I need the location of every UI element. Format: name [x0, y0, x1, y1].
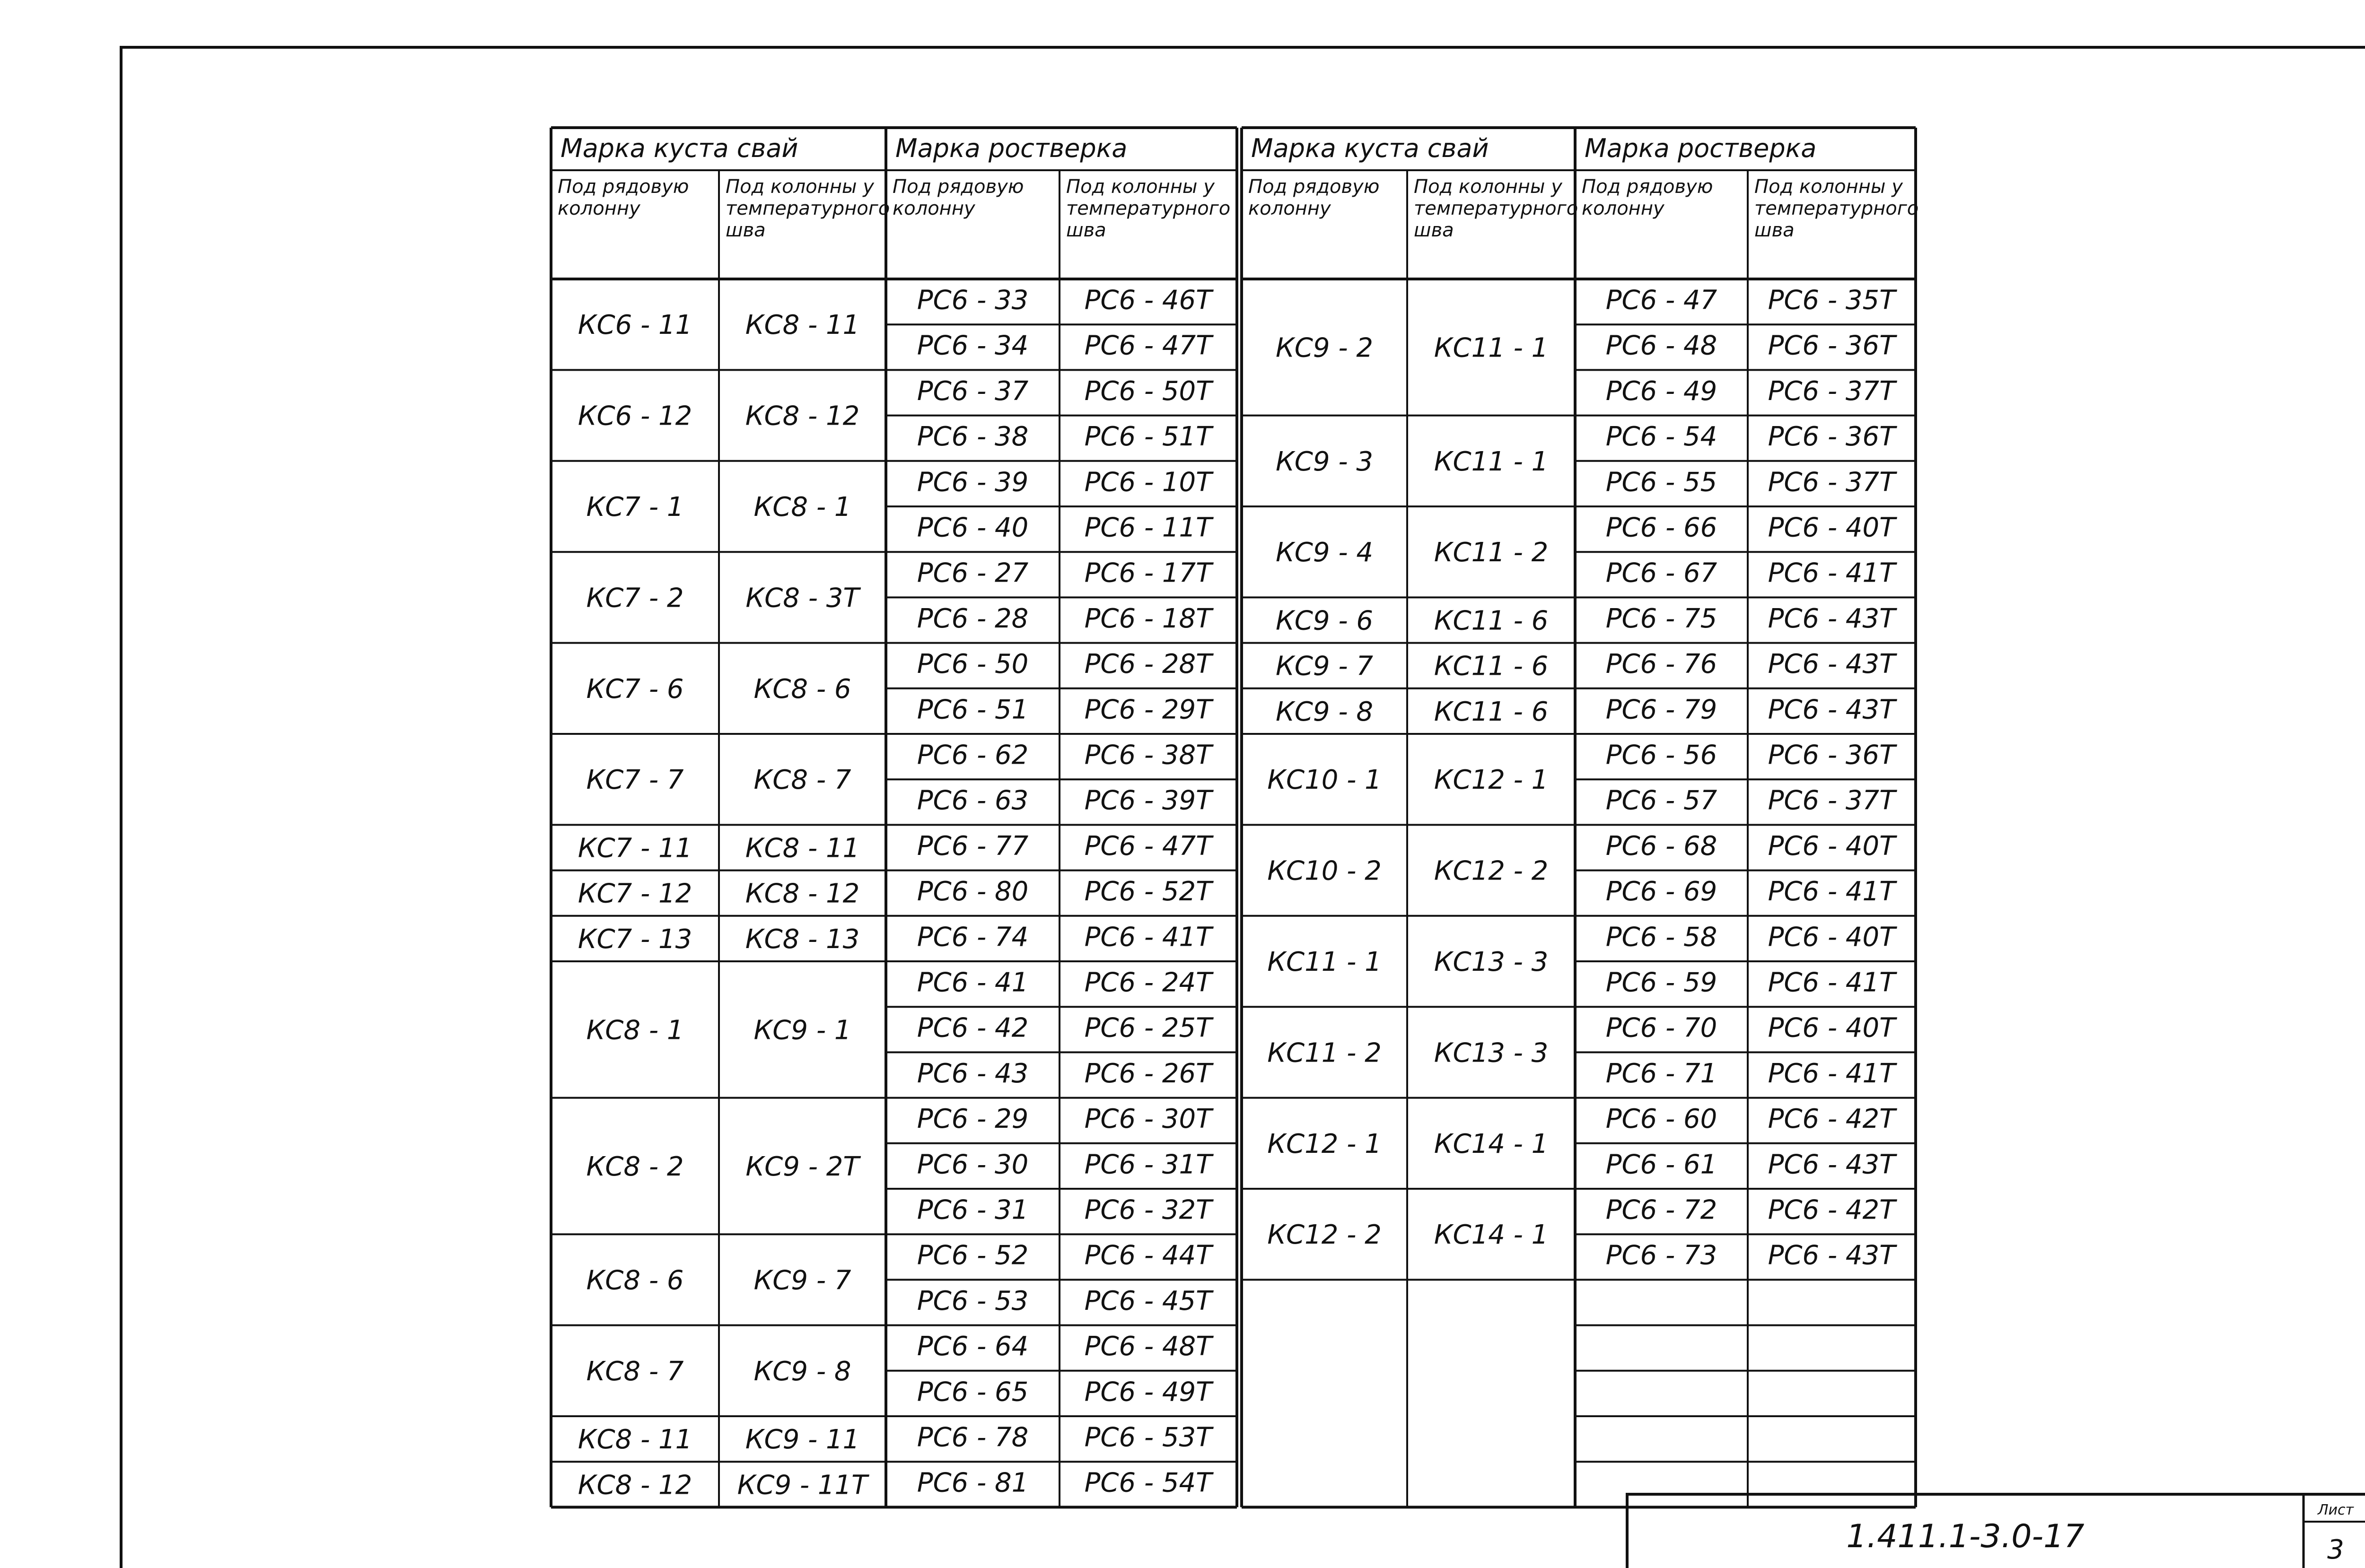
- table-left_table: [551, 128, 1237, 1507]
- cell-grillage-ordinary: РС6 - 50: [917, 649, 1029, 680]
- cell-grillage-ordinary: РС6 - 42: [917, 1012, 1029, 1044]
- cell-grillage-temperature: РС6 - 18Т: [1084, 603, 1212, 634]
- cell-pile-temperature: КС8 - 12: [745, 401, 860, 432]
- cell-pile-ordinary: КС7 - 6: [586, 673, 684, 705]
- cell-pile-ordinary: КС8 - 6: [586, 1265, 684, 1296]
- cell-grillage-temperature: РС6 - 43Т: [1768, 649, 1896, 680]
- cell-grillage-temperature: РС6 - 43Т: [1768, 1149, 1896, 1180]
- cell-pile-ordinary: КС10 - 2: [1267, 855, 1382, 887]
- cell-pile-ordinary: КС7 - 11: [578, 833, 692, 864]
- cell-grillage-temperature: РС6 - 31Т: [1084, 1149, 1212, 1180]
- cell-pile-temperature: КС11 - 2: [1434, 537, 1549, 568]
- cell-grillage-ordinary: РС6 - 49: [1605, 375, 1717, 407]
- cell-grillage-temperature: РС6 - 41Т: [1768, 967, 1896, 998]
- cell-grillage-temperature: РС6 - 35Т: [1768, 285, 1896, 316]
- cell-grillage-temperature: РС6 - 40Т: [1768, 922, 1896, 953]
- cell-grillage-ordinary: РС6 - 37: [917, 375, 1029, 407]
- cell-grillage-ordinary: РС6 - 34: [917, 330, 1029, 361]
- cell-grillage-ordinary: РС6 - 30: [917, 1149, 1029, 1180]
- cell-grillage-temperature: РС6 - 47Т: [1084, 330, 1212, 361]
- cell-grillage-temperature: РС6 - 42Т: [1768, 1104, 1896, 1135]
- header-ordinary-column: Под рядовую колонну: [893, 176, 1024, 219]
- cell-pile-temperature: КС11 - 6: [1434, 651, 1549, 682]
- cell-pile-ordinary: КС8 - 11: [578, 1424, 692, 1455]
- cell-grillage-temperature: РС6 - 36Т: [1768, 740, 1896, 771]
- cell-grillage-temperature: РС6 - 41Т: [1084, 922, 1212, 953]
- cell-pile-ordinary: КС7 - 13: [578, 923, 692, 955]
- cell-grillage-ordinary: РС6 - 38: [917, 421, 1029, 453]
- cell-pile-temperature: КС9 - 7: [753, 1265, 851, 1296]
- cell-grillage-ordinary: РС6 - 63: [917, 785, 1029, 816]
- cell-grillage-ordinary: РС6 - 57: [1605, 785, 1717, 816]
- header-ordinary-column: Под рядовую колонну: [558, 176, 689, 219]
- cell-grillage-ordinary: РС6 - 29: [917, 1104, 1029, 1135]
- header-temperature-column: Под колонны у температурного шва: [726, 176, 890, 241]
- cell-pile-ordinary: КС11 - 2: [1267, 1037, 1382, 1069]
- cell-pile-ordinary: КС12 - 1: [1267, 1128, 1382, 1159]
- cell-grillage-ordinary: РС6 - 41: [917, 967, 1029, 998]
- cell-pile-temperature: КС13 - 3: [1434, 1037, 1549, 1069]
- cell-grillage-ordinary: РС6 - 73: [1605, 1240, 1717, 1271]
- header-pile-group: Марка куста свай: [561, 133, 798, 163]
- cell-grillage-ordinary: РС6 - 33: [917, 285, 1029, 316]
- cell-grillage-temperature: РС6 - 54Т: [1084, 1467, 1212, 1498]
- cell-pile-ordinary: КС9 - 7: [1276, 651, 1373, 682]
- cell-pile-temperature: КС14 - 1: [1434, 1220, 1549, 1251]
- cell-pile-ordinary: КС8 - 12: [578, 1470, 692, 1501]
- cell-grillage-ordinary: РС6 - 43: [917, 1058, 1029, 1089]
- cell-pile-temperature: КС13 - 3: [1434, 947, 1549, 977]
- cell-grillage-temperature: РС6 - 36Т: [1768, 330, 1896, 361]
- cell-pile-ordinary: КС8 - 2: [586, 1151, 684, 1182]
- cell-grillage-temperature: РС6 - 46Т: [1084, 285, 1212, 316]
- cell-pile-ordinary: КС9 - 6: [1276, 605, 1373, 636]
- cell-grillage-temperature: РС6 - 29Т: [1084, 694, 1212, 725]
- cell-pile-temperature: КС9 - 1: [753, 1015, 851, 1046]
- cell-grillage-ordinary: РС6 - 61: [1605, 1149, 1717, 1180]
- cell-grillage-ordinary: РС6 - 76: [1605, 649, 1717, 680]
- cell-grillage-temperature: РС6 - 26Т: [1084, 1058, 1212, 1089]
- cell-grillage-ordinary: РС6 - 80: [917, 876, 1029, 907]
- cell-grillage-ordinary: РС6 - 79: [1605, 694, 1717, 725]
- cell-grillage-temperature: РС6 - 50Т: [1084, 375, 1212, 407]
- cell-grillage-ordinary: РС6 - 60: [1605, 1104, 1717, 1135]
- cell-pile-temperature: КС8 - 12: [745, 878, 860, 909]
- cell-grillage-ordinary: РС6 - 77: [917, 830, 1029, 862]
- cell-grillage-temperature: РС6 - 51Т: [1084, 421, 1212, 453]
- cell-grillage-temperature: РС6 - 39Т: [1084, 785, 1212, 816]
- header-pile-group: Марка куста свай: [1251, 133, 1489, 163]
- cell-grillage-ordinary: РС6 - 81: [917, 1467, 1029, 1498]
- header-temperature-column: Под колонны у температурного шва: [1754, 176, 1919, 241]
- cell-grillage-temperature: РС6 - 52Т: [1084, 876, 1212, 907]
- cell-pile-ordinary: КС8 - 7: [586, 1356, 684, 1387]
- cell-pile-ordinary: КС9 - 4: [1276, 537, 1373, 568]
- cell-grillage-ordinary: РС6 - 59: [1605, 967, 1717, 998]
- cell-grillage-ordinary: РС6 - 51: [917, 694, 1029, 725]
- cell-grillage-ordinary: РС6 - 66: [1605, 512, 1717, 543]
- cell-grillage-temperature: РС6 - 48Т: [1084, 1331, 1212, 1362]
- header-temperature-column: Под колонны у температурного шва: [1066, 176, 1231, 241]
- cell-grillage-temperature: РС6 - 17Т: [1084, 558, 1212, 589]
- header-ordinary-column: Под рядовую колонну: [1248, 176, 1380, 219]
- cell-grillage-temperature: РС6 - 25Т: [1084, 1012, 1212, 1044]
- cell-pile-ordinary: КС6 - 11: [578, 310, 692, 341]
- cell-pile-temperature: КС8 - 13: [745, 923, 860, 955]
- cell-pile-temperature: КС14 - 1: [1434, 1128, 1549, 1159]
- cell-grillage-ordinary: РС6 - 53: [917, 1285, 1029, 1316]
- cell-pile-temperature: КС9 - 11Т: [737, 1470, 868, 1501]
- cell-grillage-temperature: РС6 - 43Т: [1768, 694, 1896, 725]
- cell-grillage-temperature: РС6 - 40Т: [1768, 830, 1896, 862]
- cell-pile-ordinary: КС7 - 1: [586, 492, 684, 523]
- cell-grillage-ordinary: РС6 - 74: [917, 922, 1029, 953]
- cell-grillage-temperature: РС6 - 24Т: [1084, 967, 1212, 998]
- header-temperature-column: Под колонны у температурного шва: [1414, 176, 1578, 241]
- cell-pile-temperature: КС9 - 2Т: [745, 1151, 859, 1182]
- cell-grillage-temperature: РС6 - 44Т: [1084, 1240, 1212, 1271]
- cell-grillage-temperature: РС6 - 37Т: [1768, 375, 1896, 407]
- cell-grillage-ordinary: РС6 - 54: [1605, 421, 1717, 453]
- cell-pile-ordinary: КС9 - 3: [1276, 446, 1373, 477]
- document-code: 1.411.1-3.0-17: [1846, 1518, 2085, 1555]
- cell-grillage-ordinary: РС6 - 58: [1605, 922, 1717, 953]
- cell-pile-temperature: КС12 - 2: [1434, 855, 1549, 887]
- cell-pile-temperature: КС12 - 1: [1434, 765, 1549, 796]
- cell-grillage-temperature: РС6 - 40Т: [1768, 512, 1896, 543]
- cell-grillage-ordinary: РС6 - 62: [917, 740, 1029, 771]
- cell-pile-temperature: КС8 - 1: [753, 492, 851, 523]
- cell-grillage-temperature: РС6 - 49Т: [1084, 1376, 1212, 1408]
- cell-grillage-ordinary: РС6 - 72: [1605, 1194, 1717, 1226]
- cell-pile-temperature: КС11 - 6: [1434, 696, 1549, 727]
- header-grillage-group: Марка ростверка: [895, 133, 1128, 163]
- cell-grillage-ordinary: РС6 - 52: [917, 1240, 1029, 1271]
- cell-pile-ordinary: КС9 - 8: [1276, 696, 1373, 727]
- cell-grillage-ordinary: РС6 - 28: [917, 603, 1029, 634]
- cell-grillage-temperature: РС6 - 41Т: [1768, 876, 1896, 907]
- cell-grillage-ordinary: РС6 - 65: [917, 1376, 1029, 1408]
- cell-grillage-ordinary: РС6 - 69: [1605, 876, 1717, 907]
- cell-pile-ordinary: КС10 - 1: [1267, 765, 1382, 796]
- cell-grillage-temperature: РС6 - 37Т: [1768, 785, 1896, 816]
- cell-grillage-temperature: РС6 - 47Т: [1084, 830, 1212, 862]
- cell-pile-temperature: КС11 - 6: [1434, 605, 1549, 636]
- cell-grillage-temperature: РС6 - 42Т: [1768, 1194, 1896, 1226]
- cell-pile-ordinary: КС7 - 7: [586, 765, 684, 796]
- cell-grillage-ordinary: РС6 - 71: [1605, 1058, 1717, 1089]
- cell-grillage-ordinary: РС6 - 64: [917, 1331, 1029, 1362]
- cell-pile-ordinary: КС11 - 1: [1267, 947, 1382, 977]
- sheet-label: Лист: [2317, 1502, 2354, 1518]
- cell-grillage-temperature: РС6 - 43Т: [1768, 1240, 1896, 1271]
- cell-pile-ordinary: КС7 - 12: [578, 878, 692, 909]
- cell-grillage-ordinary: РС6 - 68: [1605, 830, 1717, 862]
- table-right_table: [1242, 128, 1919, 1507]
- cell-grillage-temperature: РС6 - 41Т: [1768, 558, 1896, 589]
- cell-grillage-temperature: РС6 - 45Т: [1084, 1285, 1212, 1316]
- cell-grillage-temperature: РС6 - 40Т: [1768, 1012, 1896, 1044]
- cell-grillage-temperature: РС6 - 32Т: [1084, 1194, 1212, 1226]
- cell-grillage-ordinary: РС6 - 31: [917, 1194, 1029, 1226]
- cell-grillage-ordinary: РС6 - 40: [917, 512, 1029, 543]
- title-block: [1627, 1494, 2365, 1568]
- cell-pile-temperature: КС9 - 8: [753, 1356, 851, 1387]
- cell-pile-temperature: КС11 - 1: [1434, 446, 1549, 477]
- cell-pile-ordinary: КС8 - 1: [586, 1015, 684, 1046]
- cell-grillage-temperature: РС6 - 11Т: [1084, 512, 1212, 543]
- cell-grillage-ordinary: РС6 - 47: [1605, 285, 1717, 316]
- cell-grillage-temperature: РС6 - 30Т: [1084, 1104, 1212, 1135]
- cell-pile-temperature: КС11 - 1: [1434, 332, 1549, 364]
- cell-pile-ordinary: КС7 - 2: [586, 583, 684, 614]
- cell-pile-temperature: КС9 - 11: [745, 1424, 860, 1455]
- cell-pile-ordinary: КС9 - 2: [1276, 332, 1373, 364]
- cell-pile-temperature: КС8 - 11: [745, 833, 860, 864]
- cell-grillage-temperature: РС6 - 28Т: [1084, 649, 1212, 680]
- specification-table: [551, 128, 1918, 1507]
- cell-grillage-ordinary: РС6 - 67: [1605, 558, 1717, 589]
- cell-pile-ordinary: КС12 - 2: [1267, 1220, 1382, 1251]
- sheet-number: 3: [2327, 1534, 2344, 1565]
- cell-grillage-temperature: РС6 - 36Т: [1768, 421, 1896, 453]
- cell-grillage-temperature: РС6 - 43Т: [1768, 603, 1896, 634]
- cell-grillage-ordinary: РС6 - 78: [917, 1422, 1029, 1453]
- cell-grillage-temperature: РС6 - 38Т: [1084, 740, 1212, 771]
- header-ordinary-column: Под рядовую колонну: [1582, 176, 1713, 219]
- cell-grillage-ordinary: РС6 - 55: [1605, 467, 1717, 498]
- cell-grillage-ordinary: РС6 - 70: [1605, 1012, 1717, 1044]
- cell-grillage-temperature: РС6 - 41Т: [1768, 1058, 1896, 1089]
- cell-grillage-temperature: РС6 - 10Т: [1084, 467, 1212, 498]
- cell-grillage-ordinary: РС6 - 56: [1605, 740, 1717, 771]
- cell-grillage-ordinary: РС6 - 48: [1605, 330, 1717, 361]
- cell-pile-temperature: КС8 - 6: [753, 673, 851, 705]
- cell-grillage-ordinary: РС6 - 27: [917, 558, 1029, 589]
- cell-grillage-ordinary: РС6 - 39: [917, 467, 1029, 498]
- cell-pile-temperature: КС8 - 7: [753, 765, 851, 796]
- cell-pile-ordinary: КС6 - 12: [578, 401, 692, 432]
- cell-grillage-temperature: РС6 - 37Т: [1768, 467, 1896, 498]
- cell-pile-temperature: КС8 - 3Т: [745, 583, 859, 614]
- cell-grillage-temperature: РС6 - 53Т: [1084, 1422, 1212, 1453]
- cell-grillage-ordinary: РС6 - 75: [1605, 603, 1717, 634]
- header-grillage-group: Марка ростверка: [1585, 133, 1817, 163]
- cell-pile-temperature: КС8 - 11: [745, 310, 860, 341]
